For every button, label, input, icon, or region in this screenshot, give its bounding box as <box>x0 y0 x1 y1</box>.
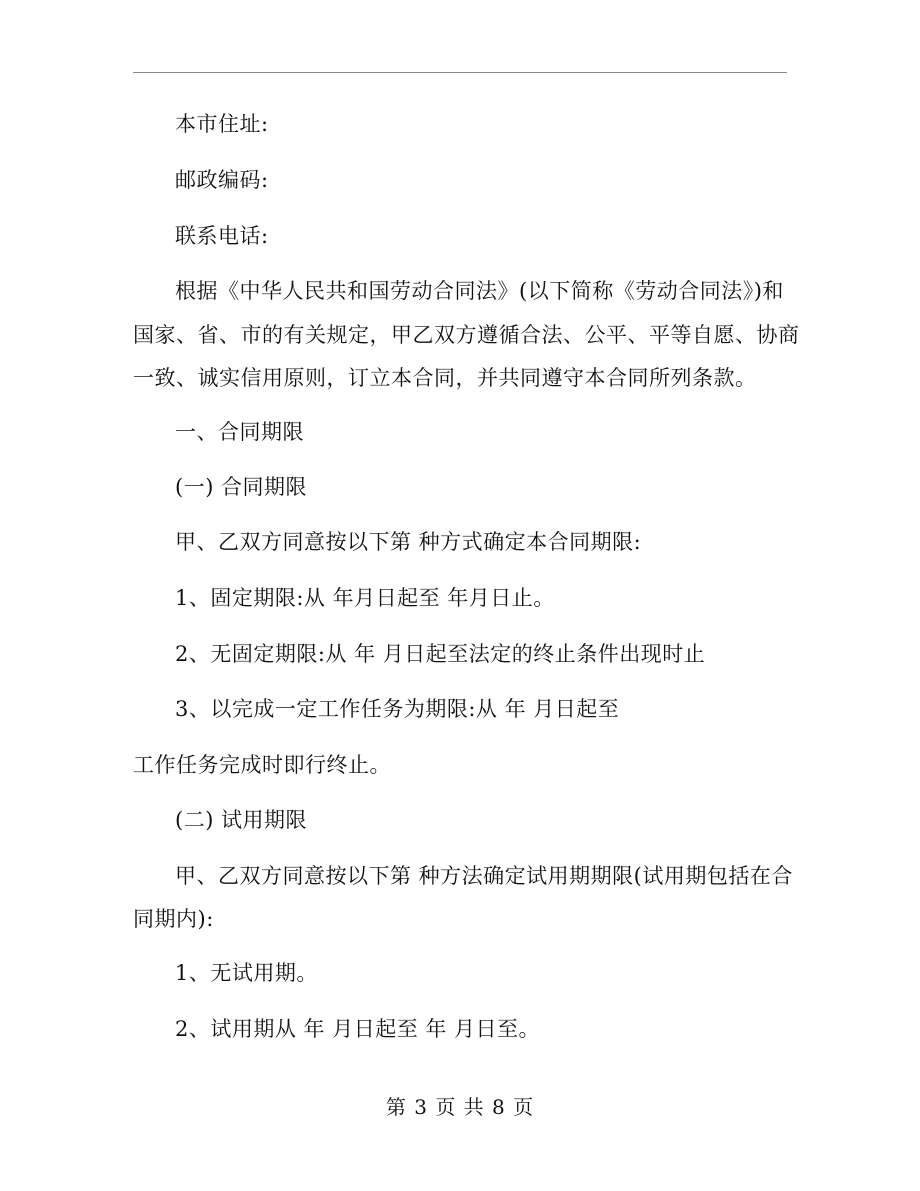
phone-label: 联系电话: <box>175 224 269 248</box>
term-option-fixed: 1、固定期限:从 年月日起至 年月日止。 <box>175 586 555 610</box>
probation-option-period: 2、试用期从 年 月日起至 年 月日至。 <box>175 1017 541 1041</box>
term-option-task-continued: 工作任务完成时即行终止。 <box>133 753 391 777</box>
header-rule <box>133 72 787 73</box>
subsection-heading-probation: (二) 试用期限 <box>175 808 308 832</box>
probation-instruction-line-2: 同期内): <box>133 907 214 931</box>
preamble-line-3: 一致、诚实信用原则，订立本合同，并共同遵守本合同所列条款。 <box>133 366 757 390</box>
probation-instruction-line-1: 甲、乙双方同意按以下第 种方法确定试用期期限(试用期包括在合 <box>175 864 793 888</box>
probation-option-none: 1、无试用期。 <box>175 961 318 985</box>
term-option-task: 3、以完成一定工作任务为期限:从 年 月日起至 <box>175 697 620 721</box>
term-option-open: 2、无固定期限:从 年 月日起至法定的终止条件出现时止 <box>175 642 706 666</box>
term-instruction: 甲、乙双方同意按以下第 种方式确定本合同期限: <box>175 530 642 554</box>
address-label: 本市住址: <box>175 112 269 136</box>
postcode-label: 邮政编码: <box>175 168 269 192</box>
section-heading-term: 一、合同期限 <box>175 420 304 444</box>
page-number: 第 3 页 共 8 页 <box>385 1095 535 1119</box>
preamble-line-2: 国家、省、市的有关规定，甲乙双方遵循合法、公平、平等自愿、协商 <box>133 323 800 347</box>
preamble-line-1: 根据《中华人民共和国劳动合同法》(以下简称《劳动合同法》)和 <box>175 279 784 303</box>
subsection-heading-term: (一) 合同期限 <box>175 475 308 499</box>
